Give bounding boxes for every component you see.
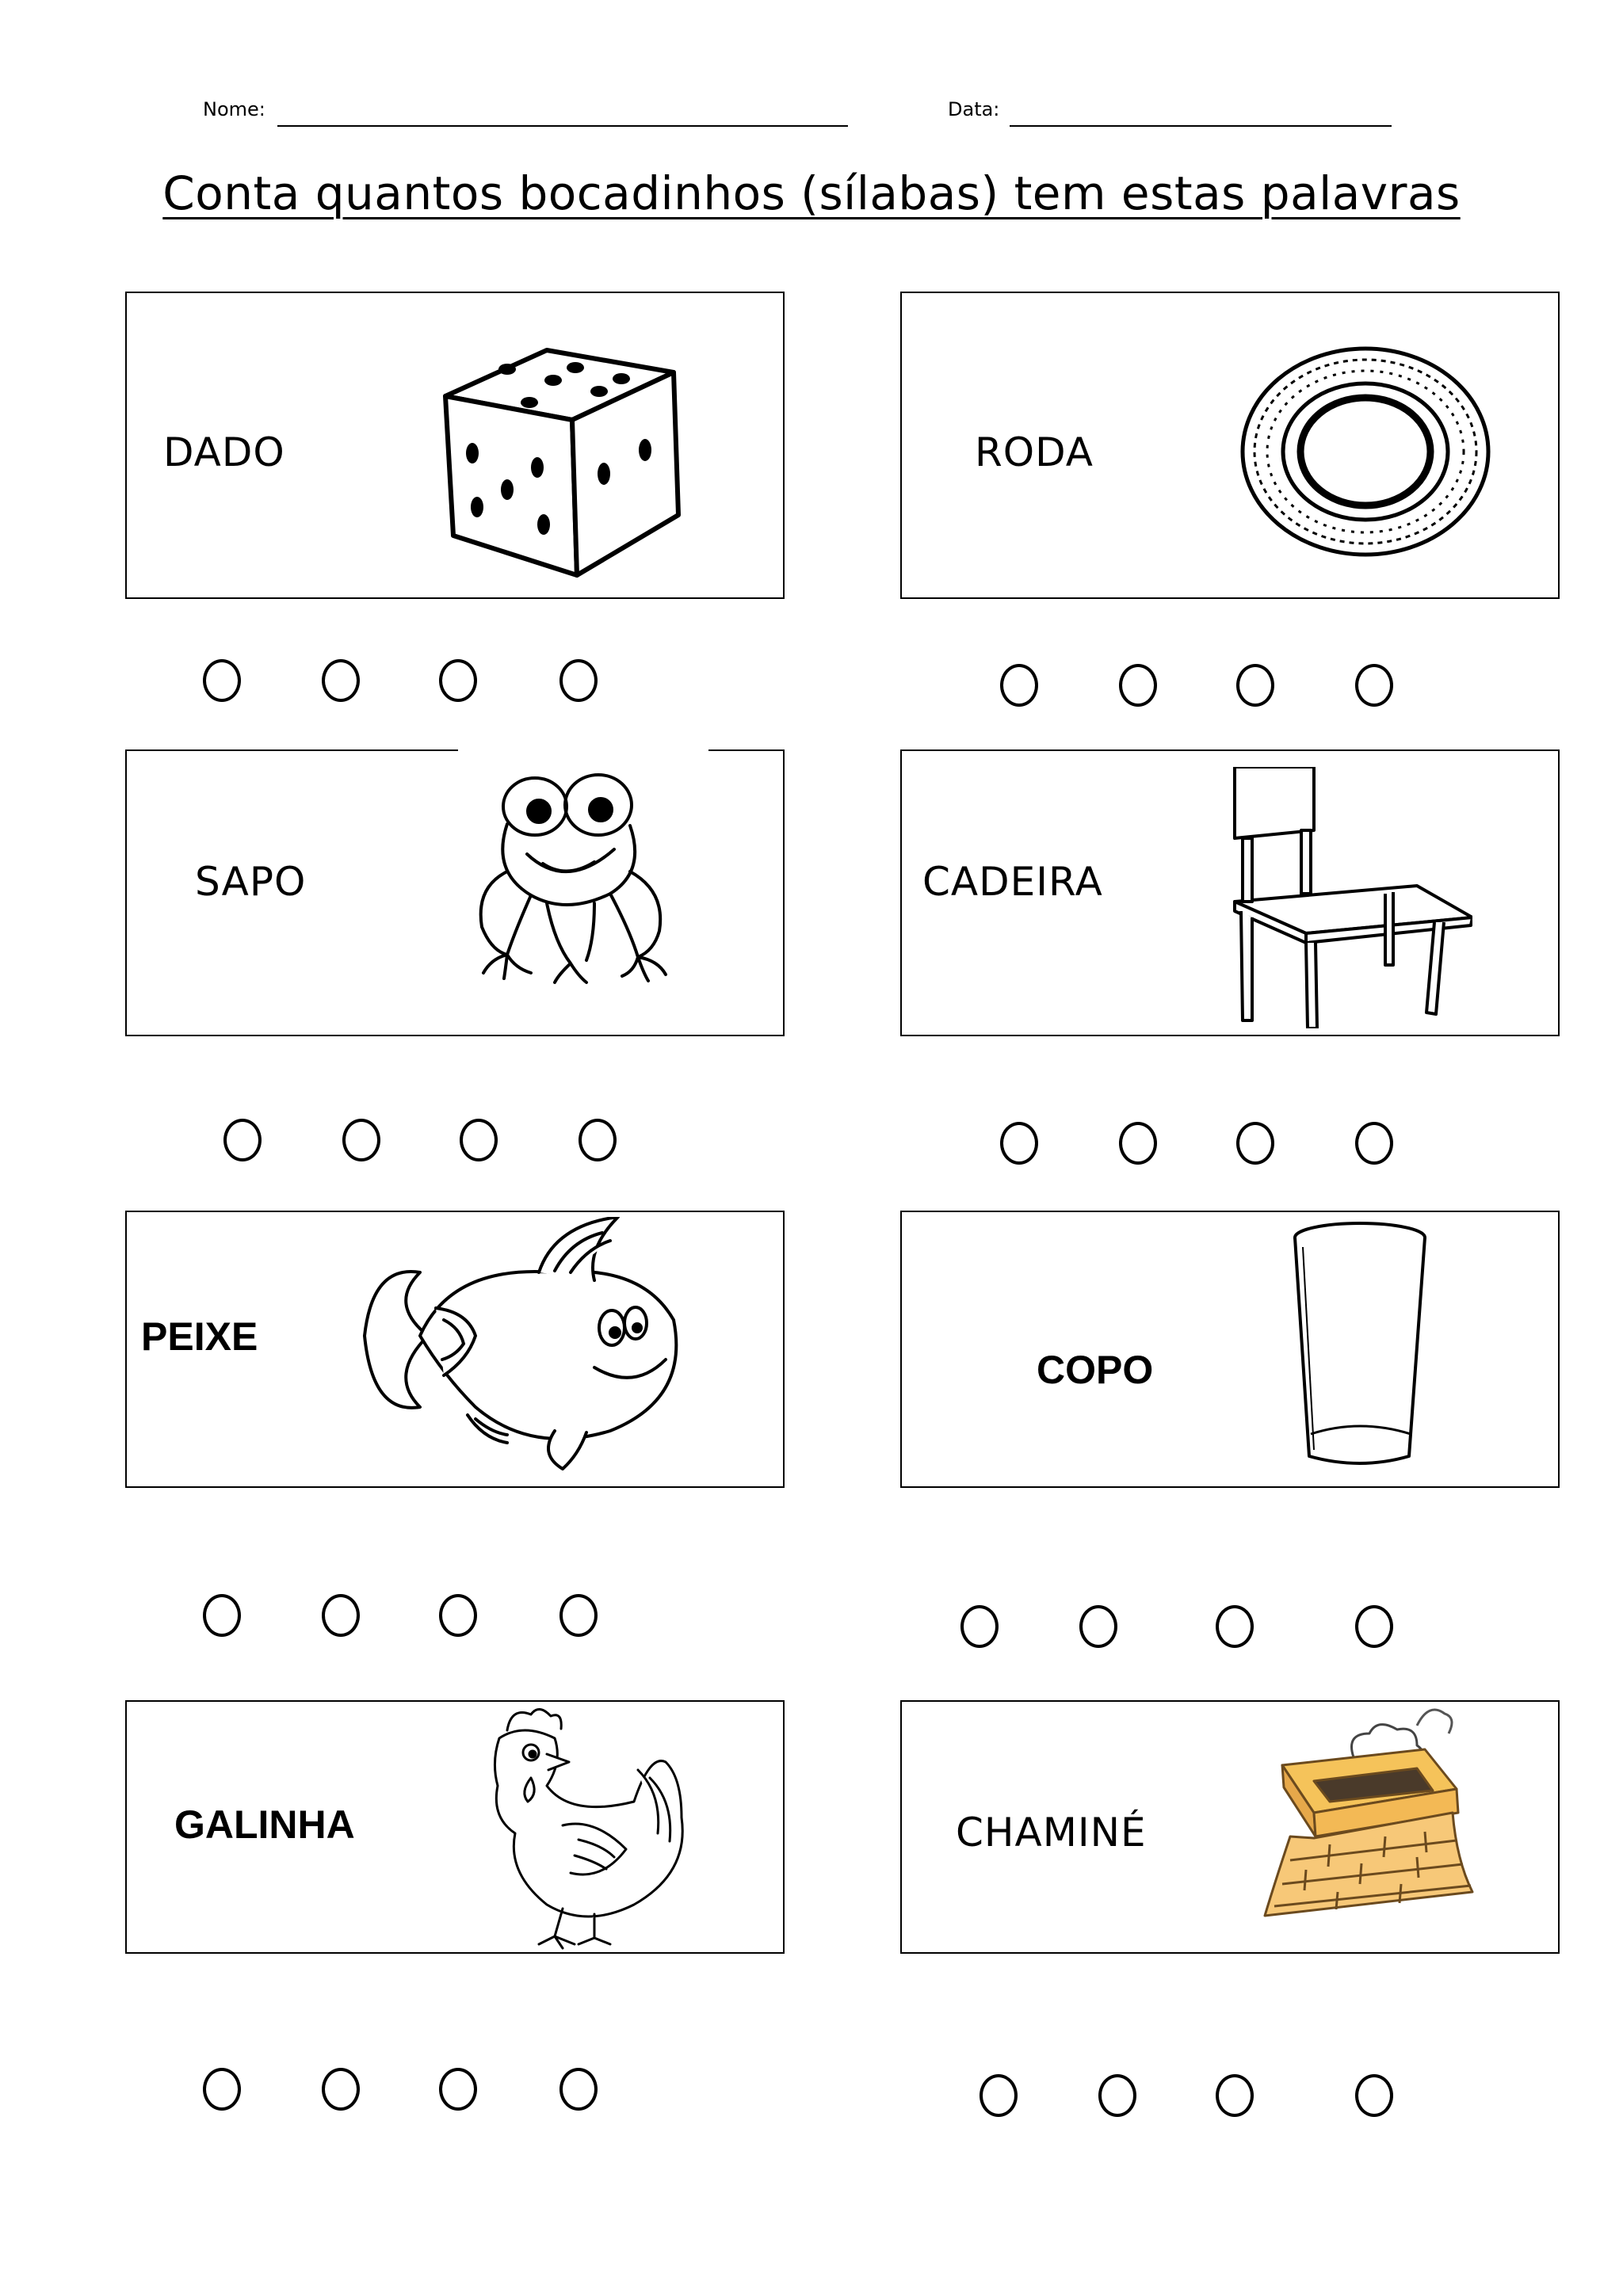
syllable-circle[interactable] [203,2068,241,2111]
syllable-circle[interactable] [322,2068,360,2111]
syllable-circle[interactable] [1355,1605,1393,1648]
card-copo [900,1211,1560,1488]
syllable-circles-dado [203,659,615,707]
syllable-circle[interactable] [1079,1605,1117,1648]
syllable-circle[interactable] [559,1594,598,1637]
syllable-circle[interactable] [1236,1122,1274,1165]
syllable-circle[interactable] [1216,2074,1254,2117]
name-label: Nome: [203,98,265,120]
fish-picture [357,1217,705,1470]
card-dado [125,292,785,599]
syllable-circle[interactable] [1355,1122,1393,1165]
chimney-picture [1258,1702,1488,1932]
name-field-line[interactable] [277,125,848,127]
card-chamine [900,1700,1560,1954]
syllable-circles-copo [960,1605,1412,1653]
syllable-circle[interactable] [342,1119,380,1161]
syllable-circle[interactable] [223,1119,262,1161]
word-label: GALINHA [174,1802,355,1847]
word-label: DADO [163,429,285,475]
word-label: CADEIRA [922,859,1103,905]
wheel-picture [1235,341,1496,563]
word-label: COPO [1037,1348,1154,1392]
glass-picture [1290,1220,1433,1474]
card-roda [900,292,1560,599]
syllable-circle[interactable] [460,1119,498,1161]
date-label: Data: [948,98,1000,120]
syllable-circles-roda [1000,664,1412,711]
syllable-circle[interactable] [1098,2074,1136,2117]
syllable-circles-cadeira [1000,1122,1412,1169]
card-sapo [125,749,785,1036]
syllable-circle[interactable] [322,1594,360,1637]
syllable-circle[interactable] [960,1605,999,1648]
frog-picture [460,761,713,998]
card-peixe [125,1211,785,1488]
syllable-circles-chamine [980,2074,1423,2122]
hen-picture [475,1707,705,1952]
date-field-line[interactable] [1010,125,1392,127]
syllable-circle[interactable] [1000,1122,1038,1165]
syllable-circle[interactable] [980,2074,1018,2117]
card-cadeira [900,749,1560,1036]
word-label: RODA [975,429,1094,475]
syllable-circle[interactable] [1236,664,1274,707]
word-label: CHAMINÉ [956,1810,1147,1855]
card-border-gap [458,746,708,753]
syllable-circle[interactable] [1355,2074,1393,2117]
card-galinha [125,1700,785,1954]
syllable-circles-galinha [203,2068,615,2115]
word-label: PEIXE [141,1314,258,1359]
syllable-circles-peixe [203,1594,615,1642]
syllable-circle[interactable] [203,1594,241,1637]
syllable-circle[interactable] [559,2068,598,2111]
syllable-circle[interactable] [1000,664,1038,707]
syllable-circle[interactable] [439,2068,477,2111]
syllable-circles-sapo [223,1119,636,1166]
syllable-circle[interactable] [579,1119,617,1161]
chair-picture [1219,767,1472,1028]
syllable-circle[interactable] [1355,664,1393,707]
syllable-circle[interactable] [1216,1605,1254,1648]
syllable-circle[interactable] [439,1594,477,1637]
worksheet-title: Conta quantos bocadinhos (sílabas) tem estas palavras [162,166,1461,220]
syllable-circle[interactable] [559,659,598,702]
syllable-circle[interactable] [322,659,360,702]
syllable-circle[interactable] [1119,1122,1157,1165]
dice-picture [436,341,697,586]
syllable-circle[interactable] [1119,664,1157,707]
syllable-circle[interactable] [203,659,241,702]
word-label: SAPO [195,859,307,905]
syllable-circle[interactable] [439,659,477,702]
